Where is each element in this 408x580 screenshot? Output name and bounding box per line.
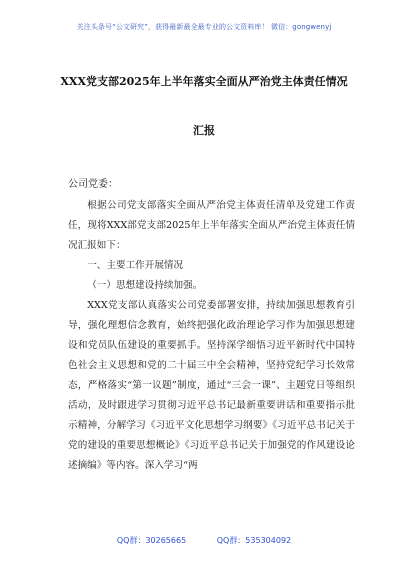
document-title-continued: 汇报	[193, 124, 215, 137]
body-paragraph: XXX党支部认真落实公司党委部署安排，持续加强思想教育引导，强化理想信念教育，始终把强化政治理论学习作为加强思想建设和党员队伍建设的重要抓手。坚持深学细悟习近平新时代中国特色社会主义思想和党的二十届三中全会精神，坚持党纪学习长效常态，严格落实“第一议题”制度，通过“三会一课”、主题党日等组织活动，及时跟进学习贯彻习近平总书记最新重要讲话和重要指示批示精神，分解学习《习近平文化思想学习纲要》《习近平总书记关于党的建设的重要思想概论》《习近平总书记关于加强党的作风建设论述摘编》等内容。深入学习“两	[68, 300, 355, 471]
footer-contacts	[0, 535, 408, 546]
document-title: XXX党支部2025年上半年落实全面从严治党主体责任情况	[60, 75, 348, 88]
qq-group-1: QQ群：30265665	[116, 536, 187, 545]
intro-paragraph: 根据公司党支部落实全面从严治党主体责任清单及党建工作责任，现将XXX部党支部2025年上半年落实全面从严治党主体责任情况汇报如下：	[68, 200, 355, 251]
section-heading: 一、主要工作开展情况	[87, 260, 184, 271]
header-banner: 关注头条号“公文研究”，获得最新最全最专业的公文资料库！ 微信：gongwenyj	[76, 23, 332, 31]
qq-group-2: QQ群：535304092	[216, 536, 292, 545]
document-body	[68, 196, 355, 476]
subsection-heading: （一）思想建设持续加强。	[87, 280, 203, 291]
salutation: 公司党委：	[68, 179, 118, 190]
